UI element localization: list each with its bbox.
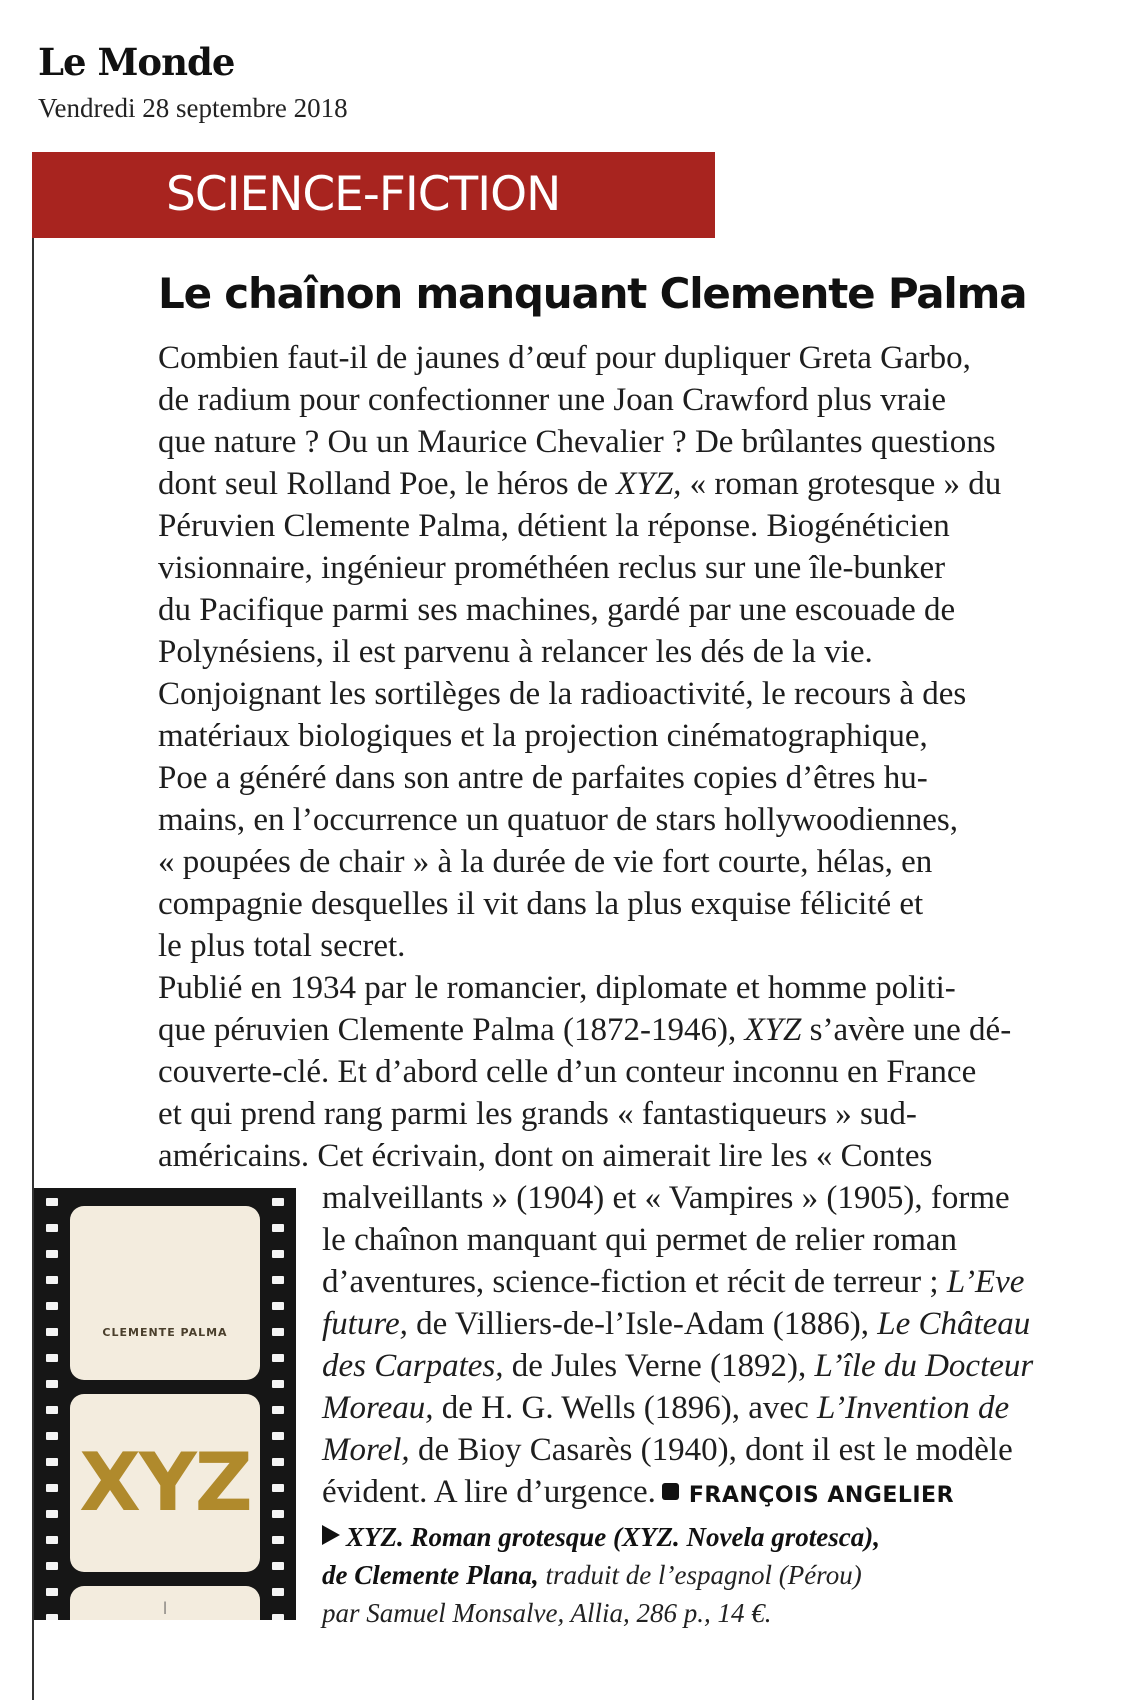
film-hole <box>272 1562 284 1570</box>
body-line: des Carpates, de Jules Verne (1892), L’île du Docteur <box>322 1348 1034 1384</box>
body-line: visionnaire, ingénieur prométhéen reclus sur une île-bunker <box>158 550 946 586</box>
film-hole <box>46 1276 58 1284</box>
film-hole <box>46 1250 58 1258</box>
film-hole <box>272 1432 284 1440</box>
film-hole <box>46 1458 58 1466</box>
film-hole <box>272 1302 284 1310</box>
film-hole <box>272 1458 284 1466</box>
book-reference-title: XYZ. Roman grotesque (XYZ. Novela grotesca), <box>322 1518 880 1556</box>
film-hole <box>272 1198 284 1206</box>
body-line: compagnie desquelles il vit dans la plus exquise félicité et <box>158 886 924 922</box>
film-hole <box>272 1614 284 1620</box>
body-line: que péruvien Clemente Palma (1872-1946), XYZ s’avère une dé- <box>158 1012 1012 1048</box>
cover-frame-top <box>70 1206 260 1380</box>
film-hole <box>46 1562 58 1570</box>
body-line: future, de Villiers-de-l’Isle-Adam (1886), Le Château <box>322 1306 1031 1342</box>
film-hole <box>46 1380 58 1388</box>
cover-author: CLEMENTE PALMA <box>102 1326 228 1339</box>
body-line: le chaînon manquant qui permet de relier roman <box>322 1222 958 1258</box>
masthead-logo: Le Monde <box>38 40 235 84</box>
film-hole <box>46 1328 58 1336</box>
body-line: Péruvien Clemente Palma, détient la réponse. Biogénéticien <box>158 508 950 544</box>
film-hole <box>46 1510 58 1518</box>
film-hole <box>46 1354 58 1362</box>
film-hole <box>46 1224 58 1232</box>
film-hole <box>272 1536 284 1544</box>
body-line: du Pacifique parmi ses machines, gardé par une escouade de <box>158 592 956 628</box>
body-line: et qui prend rang parmi les grands « fantastiqueurs » sud- <box>158 1096 917 1132</box>
film-hole <box>272 1406 284 1414</box>
body-line: américains. Cet écrivain, dont on aimerait lire les « Contes <box>158 1138 933 1174</box>
body-line: le plus total secret. <box>158 928 406 964</box>
cover-frame-middle <box>70 1394 260 1572</box>
body-line: Combien faut-il de jaunes d’œuf pour dupliquer Greta Garbo, <box>158 340 971 376</box>
body-line: évident. A lire d’urgence. FRANÇOIS ANGELIER <box>322 1474 955 1510</box>
body-line: mains, en l’occurrence un quatuor de stars hollywoodiennes, <box>158 802 959 838</box>
body-line: matériaux biologiques et la projection cinématographique, <box>158 718 928 754</box>
film-hole <box>272 1354 284 1362</box>
body-line: Poe a généré dans son antre de parfaites copies d’êtres hu- <box>158 760 928 796</box>
film-hole <box>46 1198 58 1206</box>
body-line: couverte-clé. Et d’abord celle d’un conteur inconnu en France <box>158 1054 977 1090</box>
film-hole <box>272 1588 284 1596</box>
film-hole <box>46 1432 58 1440</box>
body-line: Polynésiens, il est parvenu à relancer les dés de la vie. <box>158 634 873 670</box>
body-line: Conjoignant les sortilèges de la radioactivité, le recours à des <box>158 676 967 712</box>
end-mark-icon <box>662 1483 679 1500</box>
body-line: « poupées de chair » à la durée de vie fort courte, hélas, en <box>158 844 933 880</box>
body-line: malveillants » (1904) et « Vampires » (1905), forme <box>322 1180 1010 1216</box>
body-line: dont seul Rolland Poe, le héros de XYZ, « roman grotesque » du <box>158 466 1002 502</box>
book-cover-image <box>34 1188 296 1620</box>
film-hole <box>46 1588 58 1596</box>
film-hole <box>272 1224 284 1232</box>
body-line: Moreau, de H. G. Wells (1896), avec L’Invention de <box>322 1390 1010 1426</box>
article-headline: Le chaînon manquant Clemente Palma <box>158 269 1027 318</box>
cover-publisher-mark: | <box>162 1600 168 1614</box>
body-line: Publié en 1934 par le romancier, diplomate et homme politi- <box>158 970 956 1006</box>
film-hole <box>46 1406 58 1414</box>
film-hole <box>46 1614 58 1620</box>
article-author: FRANÇOIS ANGELIER <box>688 1483 955 1508</box>
film-hole <box>272 1510 284 1518</box>
film-hole <box>272 1328 284 1336</box>
book-reference-author: de Clemente Plana, traduit de l’espagnol (Pérou) <box>322 1560 862 1590</box>
film-hole <box>272 1276 284 1284</box>
cover-title: XYZ <box>79 1436 251 1529</box>
body-line: Morel, de Bioy Casarès (1940), dont il est le modèle <box>322 1432 1013 1468</box>
film-hole <box>46 1536 58 1544</box>
book-reference-publisher: par Samuel Monsalve, Allia, 286 p., 14 €. <box>322 1598 772 1628</box>
body-line: de radium pour confectionner une Joan Crawford plus vraie <box>158 382 947 418</box>
body-line: que nature ? Ou un Maurice Chevalier ? De brûlantes questions <box>158 424 996 460</box>
publication-date: Vendredi 28 septembre 2018 <box>38 93 348 123</box>
film-hole <box>272 1380 284 1388</box>
film-hole <box>46 1484 58 1492</box>
body-line: d’aventures, science-fiction et récit de terreur ; L’Eve <box>322 1264 1025 1300</box>
film-hole <box>272 1484 284 1492</box>
film-hole <box>46 1302 58 1310</box>
film-hole <box>272 1250 284 1258</box>
arrow-right-icon <box>322 1525 340 1545</box>
cover-frame-bottom <box>70 1586 260 1620</box>
rubric-label: SCIENCE-FICTION <box>166 167 561 222</box>
